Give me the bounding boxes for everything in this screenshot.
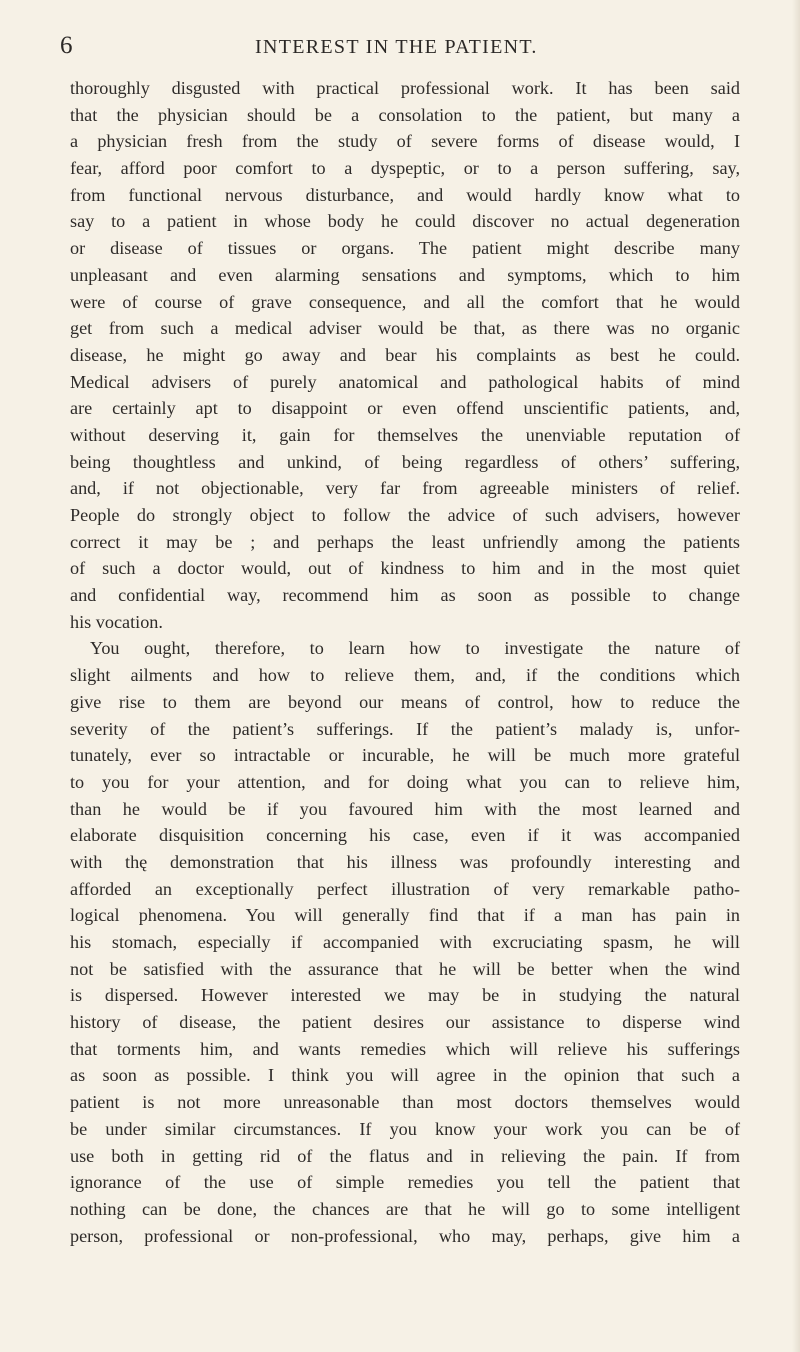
text-line: You ought, therefore, to learn how to investigate the nature of (90, 638, 740, 659)
text-line: ignorance of the use of simple remedies you tell the patient that (70, 1172, 740, 1193)
text-line: say to a patient in whose body he could discover no actual degeneration (70, 211, 740, 232)
text-line: slight ailments and how to relieve them, and, if the conditions which (70, 665, 740, 686)
text-line: to you for your attention, and for doing what you can to relieve him, (70, 771, 740, 792)
text-line: tunately, ever so intractable or incurable, he will be much more grateful (70, 745, 740, 766)
text-line: as soon as possible. I think you will agree in the opinion that such a (70, 1065, 740, 1086)
text-line: his vocation. (70, 611, 163, 632)
text-line: are certainly apt to disappoint or even offend unscientific patients, and, (70, 398, 740, 419)
text-line: not be satisfied with the assurance that he will be better when the wind (70, 958, 740, 979)
text-line: patient is not more unreasonable than most doctors themselves would (70, 1092, 740, 1113)
text-line: without deserving it, gain for themselves the unenviable reputation of (70, 424, 740, 445)
text-line: be under similar circumstances. If you know your work you can be of (70, 1118, 740, 1139)
text-line: use both in getting rid of the flatus and in relieving the pain. If from (70, 1145, 740, 1166)
page-number: 6 (60, 32, 73, 59)
text-line: is dispersed. However interested we may be in studying the natural (70, 985, 740, 1006)
text-line: from functional nervous disturbance, and would hardly know what to (70, 184, 740, 205)
text-line: person, professional or non-professional, who may, perhaps, give him a (70, 1225, 740, 1246)
text-line: get from such a medical adviser would be that, as there was no organic (70, 318, 740, 339)
text-line: afforded an exceptionally perfect illustration of very remarkable patho- (70, 878, 740, 899)
text-line: history of disease, the patient desires our assistance to disperse wind (70, 1012, 740, 1033)
text-line: Medical advisers of purely anatomical and pathological habits of mind (70, 371, 740, 392)
text-line: and, if not objectionable, very far from agreeable ministers of relief. (70, 478, 740, 499)
text-line: that torments him, and wants remedies which will relieve his sufferings (70, 1038, 740, 1059)
text-line: elaborate disquisition concerning his case, even if it was accompanied (70, 825, 740, 846)
text-line: thoroughly disgusted with practical professional work. It has been said (70, 78, 740, 98)
text-line: nothing can be done, the chances are that he will go to some intelligent (70, 1198, 740, 1219)
text-line: of such a doctor would, out of kindness to him and in the most quiet (70, 558, 740, 579)
text-line: severity of the patient’s sufferings. If the patient’s malady is, unfor- (70, 718, 740, 739)
text-line: being thoughtless and unkind, of being regardless of others’ suffering, (70, 451, 740, 472)
text-line: and confidential way, recommend him as soon as possible to change (70, 585, 740, 606)
page-edge-shadow (792, 0, 800, 1352)
running-title: INTEREST IN THE PATIENT. (255, 36, 538, 58)
text-line: were of course of grave consequence, and all the comfort that he would (70, 291, 740, 312)
text-line: with thę demonstration that his illness was profoundly interesting and (70, 851, 740, 872)
text-line: than he would be if you favoured him with the most learned and (70, 798, 740, 819)
body-text (70, 75, 740, 1249)
text-line: logical phenomena. You will generally find that if a man has pain in (70, 905, 740, 926)
text-line: correct it may be ; and perhaps the least unfriendly among the patients (70, 531, 740, 552)
text-line: fear, afford poor comfort to a dyspeptic, or to a person suffering, say, (70, 158, 740, 179)
text-line: or disease of tissues or organs. The patient might describe many (70, 238, 740, 259)
text-line: give rise to them are beyond our means of control, how to reduce the (70, 691, 740, 712)
text-line: People do strongly object to follow the advice of such advisers, however (70, 505, 740, 525)
text-line: that the physician should be a consolation to the patient, but many a (70, 104, 740, 125)
text-line: a physician fresh from the study of severe forms of disease would, I (70, 131, 740, 152)
running-head (60, 30, 760, 70)
text-line: his stomach, especially if accompanied with excruciating spasm, he will (70, 932, 740, 952)
text-line: disease, he might go away and bear his complaints as best he could. (70, 344, 740, 365)
text-line: unpleasant and even alarming sensations and symptoms, which to him (70, 264, 740, 285)
